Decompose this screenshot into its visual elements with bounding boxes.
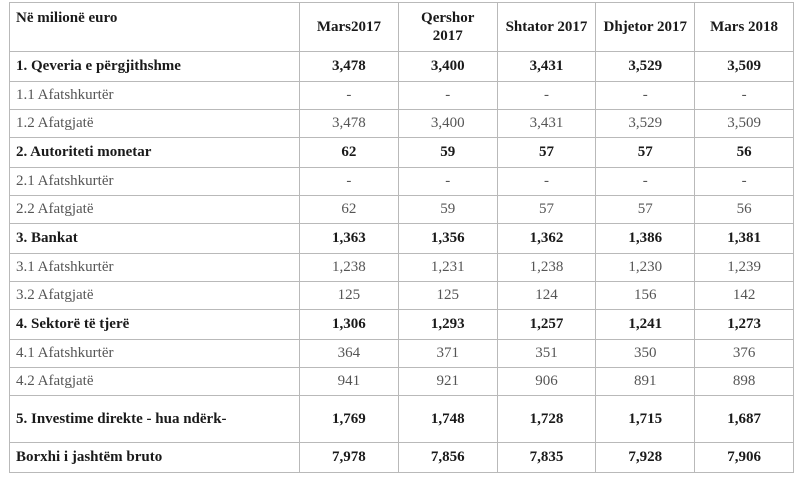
- table-cell: -: [695, 82, 794, 110]
- table-cell: 1,239: [695, 254, 794, 282]
- table-cell: 1,257: [497, 310, 596, 340]
- table-cell: 906: [497, 368, 596, 396]
- table-row: [10, 443, 794, 473]
- table-cell: 7,835: [497, 443, 596, 473]
- table-cell: 921: [398, 368, 497, 396]
- table-cell: 7,928: [596, 443, 695, 473]
- table-cell: 1,381: [695, 224, 794, 254]
- row-label: 3. Bankat: [10, 224, 300, 254]
- table-row: [10, 282, 794, 310]
- row-label: 4.2 Afatgjatë: [10, 368, 300, 396]
- table-row: [10, 168, 794, 196]
- table-cell: 371: [398, 340, 497, 368]
- column-header: Qershor 2017: [398, 3, 497, 52]
- table-cell: 59: [398, 196, 497, 224]
- table-cell: 1,748: [398, 396, 497, 443]
- row-label: 4. Sektorë të tjerë: [10, 310, 300, 340]
- table-cell: -: [300, 168, 399, 196]
- table-cell: 3,478: [300, 110, 399, 138]
- table-cell: 1,273: [695, 310, 794, 340]
- table-cell: 3,529: [596, 110, 695, 138]
- table-cell: 1,687: [695, 396, 794, 443]
- table-cell: 1,362: [497, 224, 596, 254]
- row-label: 2.1 Afatshkurtër: [10, 168, 300, 196]
- table-cell: 3,509: [695, 52, 794, 82]
- table-row: [10, 110, 794, 138]
- table-cell: -: [497, 168, 596, 196]
- row-label: 3.1 Afatshkurtër: [10, 254, 300, 282]
- table-cell: -: [695, 168, 794, 196]
- row-label: 4.1 Afatshkurtër: [10, 340, 300, 368]
- table-row: [10, 396, 794, 443]
- row-label: Borxhi i jashtëm bruto: [10, 443, 300, 473]
- table-cell: -: [398, 168, 497, 196]
- table-cell: 59: [398, 138, 497, 168]
- row-label: 2. Autoriteti monetar: [10, 138, 300, 168]
- table-cell: 7,906: [695, 443, 794, 473]
- row-label: 5. Investime direkte - hua ndërk-: [10, 396, 300, 443]
- table-cell: 7,978: [300, 443, 399, 473]
- unit-header: Në milionë euro: [10, 3, 300, 52]
- table-row: [10, 310, 794, 340]
- table-cell: 351: [497, 340, 596, 368]
- table-row: [10, 224, 794, 254]
- table-row: [10, 368, 794, 396]
- table-cell: 125: [398, 282, 497, 310]
- table-row: [10, 52, 794, 82]
- table-cell: 1,769: [300, 396, 399, 443]
- table-cell: 3,431: [497, 52, 596, 82]
- table-row: [10, 340, 794, 368]
- header-row: [10, 3, 794, 52]
- table-cell: 364: [300, 340, 399, 368]
- table-row: [10, 254, 794, 282]
- table-row: [10, 82, 794, 110]
- column-header: Dhjetor 2017: [596, 3, 695, 52]
- table-cell: 57: [596, 138, 695, 168]
- table-cell: 941: [300, 368, 399, 396]
- table-cell: 1,356: [398, 224, 497, 254]
- column-header: Mars 2018: [695, 3, 794, 52]
- table-cell: 57: [497, 138, 596, 168]
- table-cell: 7,856: [398, 443, 497, 473]
- table-cell: -: [497, 82, 596, 110]
- row-label: 1.1 Afatshkurtër: [10, 82, 300, 110]
- table-cell: 1,238: [300, 254, 399, 282]
- table-row: [10, 138, 794, 168]
- column-header: Shtator 2017: [497, 3, 596, 52]
- table-cell: 62: [300, 196, 399, 224]
- row-label: 1. Qeveria e përgjithshme: [10, 52, 300, 82]
- table-cell: 376: [695, 340, 794, 368]
- table-cell: 156: [596, 282, 695, 310]
- table-cell: -: [300, 82, 399, 110]
- table-cell: 3,478: [300, 52, 399, 82]
- table-cell: 898: [695, 368, 794, 396]
- table-cell: 142: [695, 282, 794, 310]
- table-cell: 3,431: [497, 110, 596, 138]
- external-debt-table: [9, 2, 794, 473]
- table-cell: 125: [300, 282, 399, 310]
- table-cell: 57: [497, 196, 596, 224]
- table-cell: 1,230: [596, 254, 695, 282]
- table-cell: 1,238: [497, 254, 596, 282]
- table-cell: 1,293: [398, 310, 497, 340]
- table-cell: -: [596, 168, 695, 196]
- table-cell: -: [596, 82, 695, 110]
- row-label: 2.2 Afatgjatë: [10, 196, 300, 224]
- table-cell: 1,386: [596, 224, 695, 254]
- table-cell: 3,529: [596, 52, 695, 82]
- table-cell: 3,400: [398, 52, 497, 82]
- row-label: 1.2 Afatgjatë: [10, 110, 300, 138]
- table-cell: 1,306: [300, 310, 399, 340]
- column-header: Mars2017: [300, 3, 399, 52]
- table-cell: 1,715: [596, 396, 695, 443]
- table-cell: -: [398, 82, 497, 110]
- table-cell: 1,231: [398, 254, 497, 282]
- table-cell: 891: [596, 368, 695, 396]
- table-cell: 56: [695, 138, 794, 168]
- table-cell: 3,400: [398, 110, 497, 138]
- table-row: [10, 196, 794, 224]
- table-cell: 1,241: [596, 310, 695, 340]
- table-cell: 3,509: [695, 110, 794, 138]
- row-label: 3.2 Afatgjatë: [10, 282, 300, 310]
- table-cell: 62: [300, 138, 399, 168]
- table-cell: 124: [497, 282, 596, 310]
- table-cell: 56: [695, 196, 794, 224]
- table-cell: 57: [596, 196, 695, 224]
- table-cell: 1,363: [300, 224, 399, 254]
- table-cell: 1,728: [497, 396, 596, 443]
- table-cell: 350: [596, 340, 695, 368]
